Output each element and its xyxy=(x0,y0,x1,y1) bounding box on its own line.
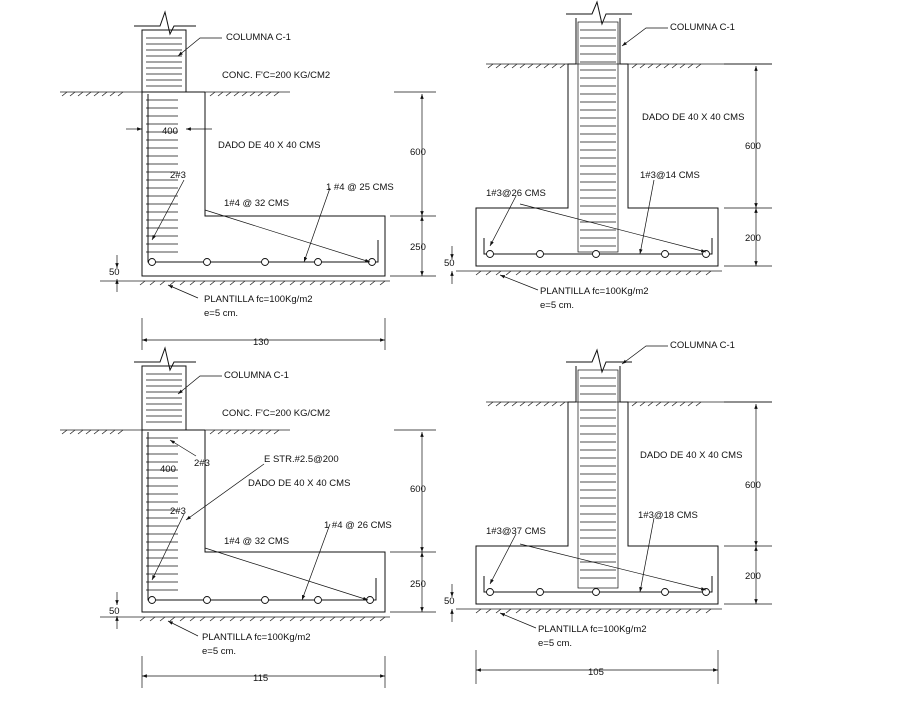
plantilla-hatch xyxy=(456,271,722,275)
dim-base: 50 xyxy=(444,596,455,607)
column-shaft xyxy=(142,30,186,92)
concrete-label: CONC. F'C=200 KG/CM2 xyxy=(222,70,331,81)
column-ties xyxy=(146,374,182,422)
dim-height: 600 xyxy=(410,484,426,495)
dim-footing: 200 xyxy=(745,571,761,582)
pedestal-label: DADO DE 40 X 40 CMS xyxy=(640,450,743,461)
rebar-a: 1#4 @ 32 CMS xyxy=(224,536,290,547)
rebar-a: 1#4 @ 32 CMS xyxy=(224,198,290,209)
footing-top-right xyxy=(444,2,772,311)
ground-hatch-icon xyxy=(486,64,772,68)
plantilla-label: PLANTILLA fc=100Kg/m2 xyxy=(540,286,649,297)
ground-hatch-icon xyxy=(60,92,290,96)
dim-base: 50 xyxy=(444,258,455,269)
dim-footing: 250 xyxy=(410,242,426,253)
column-label: COLUMNA C-1 xyxy=(224,370,289,381)
plantilla-thickness: e=5 cm. xyxy=(202,646,237,657)
footing-bottom-left xyxy=(60,348,436,688)
rebar-a: 1#3@26 CMS xyxy=(486,188,546,199)
column-label: COLUMNA C-1 xyxy=(670,340,735,351)
dim-width: 115 xyxy=(253,673,269,684)
plantilla-thickness: e=5 cm. xyxy=(204,308,239,319)
pedestal-bars-upper: 2#3 xyxy=(194,458,210,469)
break-line-icon xyxy=(134,348,196,370)
column-ties xyxy=(580,30,616,246)
plantilla-hatch xyxy=(100,281,390,285)
plantilla-hatch xyxy=(456,609,722,613)
pedestal-width: 400 xyxy=(160,464,176,475)
column-cage xyxy=(578,370,618,588)
pedestal-width: 400 xyxy=(162,126,178,137)
plantilla-hatch xyxy=(100,617,390,621)
pedestal-label: DADO DE 40 X 40 CMS xyxy=(218,140,321,151)
rebar-b: 1 #4 @ 26 CMS xyxy=(324,520,392,531)
plantilla-thickness: e=5 cm. xyxy=(538,638,573,649)
dim-base: 50 xyxy=(109,267,120,278)
break-line-icon xyxy=(134,12,196,34)
rebar-b: 1#3@18 CMS xyxy=(638,510,698,521)
column-label: COLUMNA C-1 xyxy=(226,32,291,43)
pedestal-label: DADO DE 40 X 40 CMS xyxy=(642,112,745,123)
dim-footing: 200 xyxy=(745,233,761,244)
dim-height: 600 xyxy=(745,480,761,491)
concrete-label: CONC. F'C=200 KG/CM2 xyxy=(222,408,331,419)
plantilla-thickness: e=5 cm. xyxy=(540,300,575,311)
plantilla-label: PLANTILLA fc=100Kg/m2 xyxy=(538,624,647,635)
pedestal-bars: 2#3 xyxy=(170,170,186,181)
dim-base: 50 xyxy=(109,606,120,617)
column-ties xyxy=(146,38,182,86)
column-ties xyxy=(580,378,616,578)
pedestal-bars: 2#3 xyxy=(170,506,186,517)
plantilla-label: PLANTILLA fc=100Kg/m2 xyxy=(204,294,313,305)
dim-width: 130 xyxy=(253,337,269,348)
plantilla-label: PLANTILLA fc=100Kg/m2 xyxy=(202,632,311,643)
rebar-a: 1#3@37 CMS xyxy=(486,526,546,537)
dim-width: 105 xyxy=(588,667,604,678)
stirrups-label: E STR.#2.5@200 xyxy=(264,454,339,465)
footing-bottom-right xyxy=(444,340,772,684)
column-label: COLUMNA C-1 xyxy=(670,22,735,33)
rebar-b: 1#3@14 CMS xyxy=(640,170,700,181)
dim-height: 600 xyxy=(410,147,426,158)
pedestal-label: DADO DE 40 X 40 CMS xyxy=(248,478,351,489)
ground-hatch-icon xyxy=(486,402,772,406)
dim-height: 600 xyxy=(745,141,761,152)
dim-footing: 250 xyxy=(410,579,426,590)
ground-hatch-icon xyxy=(60,430,290,434)
footing-top-left xyxy=(60,12,436,350)
column-cage xyxy=(578,22,618,252)
rebar-b: 1 #4 @ 25 CMS xyxy=(326,182,394,193)
